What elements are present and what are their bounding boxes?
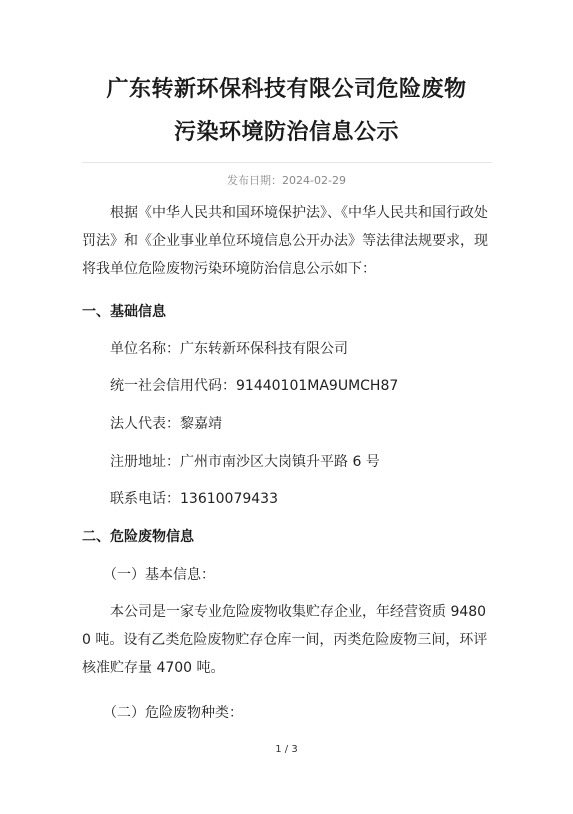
credit-code: 统一社会信用代码：91440101MA9UMCH87 bbox=[110, 378, 399, 394]
document-title-line-2: 污染环境防治信息公示 bbox=[173, 120, 399, 145]
contact-phone: 联系电话：13610079433 bbox=[110, 491, 278, 507]
registered-address: 注册地址：广州市南沙区大岗镇升平路 6 号 bbox=[110, 454, 380, 470]
title-divider bbox=[82, 162, 492, 163]
unit-name: 单位名称：广东转新环保科技有限公司 bbox=[110, 341, 348, 357]
subsection-waste-types: （二）危险废物种类： bbox=[103, 705, 243, 721]
document-title-line-1: 广东转新环保科技有限公司危险废物 bbox=[106, 77, 467, 102]
intro-paragraph: 根据《中华人民共和国环境保护法》、《中华人民共和国行政处罚法》和《企业事业单位环境信息公开办法》等法律法规要求，现将我单位危险废物污染环境防治信息公示如下： bbox=[82, 205, 488, 277]
section-heading-basic-info: 一、基础信息 bbox=[82, 304, 166, 320]
legal-representative: 法人代表：黎嘉靖 bbox=[110, 416, 222, 432]
section-heading-hazardous-waste: 二、危险废物信息 bbox=[82, 529, 194, 545]
subsection-basic-info: （一）基本信息： bbox=[103, 567, 215, 583]
publish-date: 发布日期：2024-02-29 bbox=[227, 174, 346, 187]
page-indicator: 1 / 3 bbox=[275, 744, 298, 755]
company-description-paragraph: 本公司是一家专业危险废物收集贮存企业，年经营资质 94800 吨。设有乙类危险废物贮存仓库一间，丙类危险废物三间，环评核准贮存量 4700 吨。 bbox=[82, 604, 488, 676]
